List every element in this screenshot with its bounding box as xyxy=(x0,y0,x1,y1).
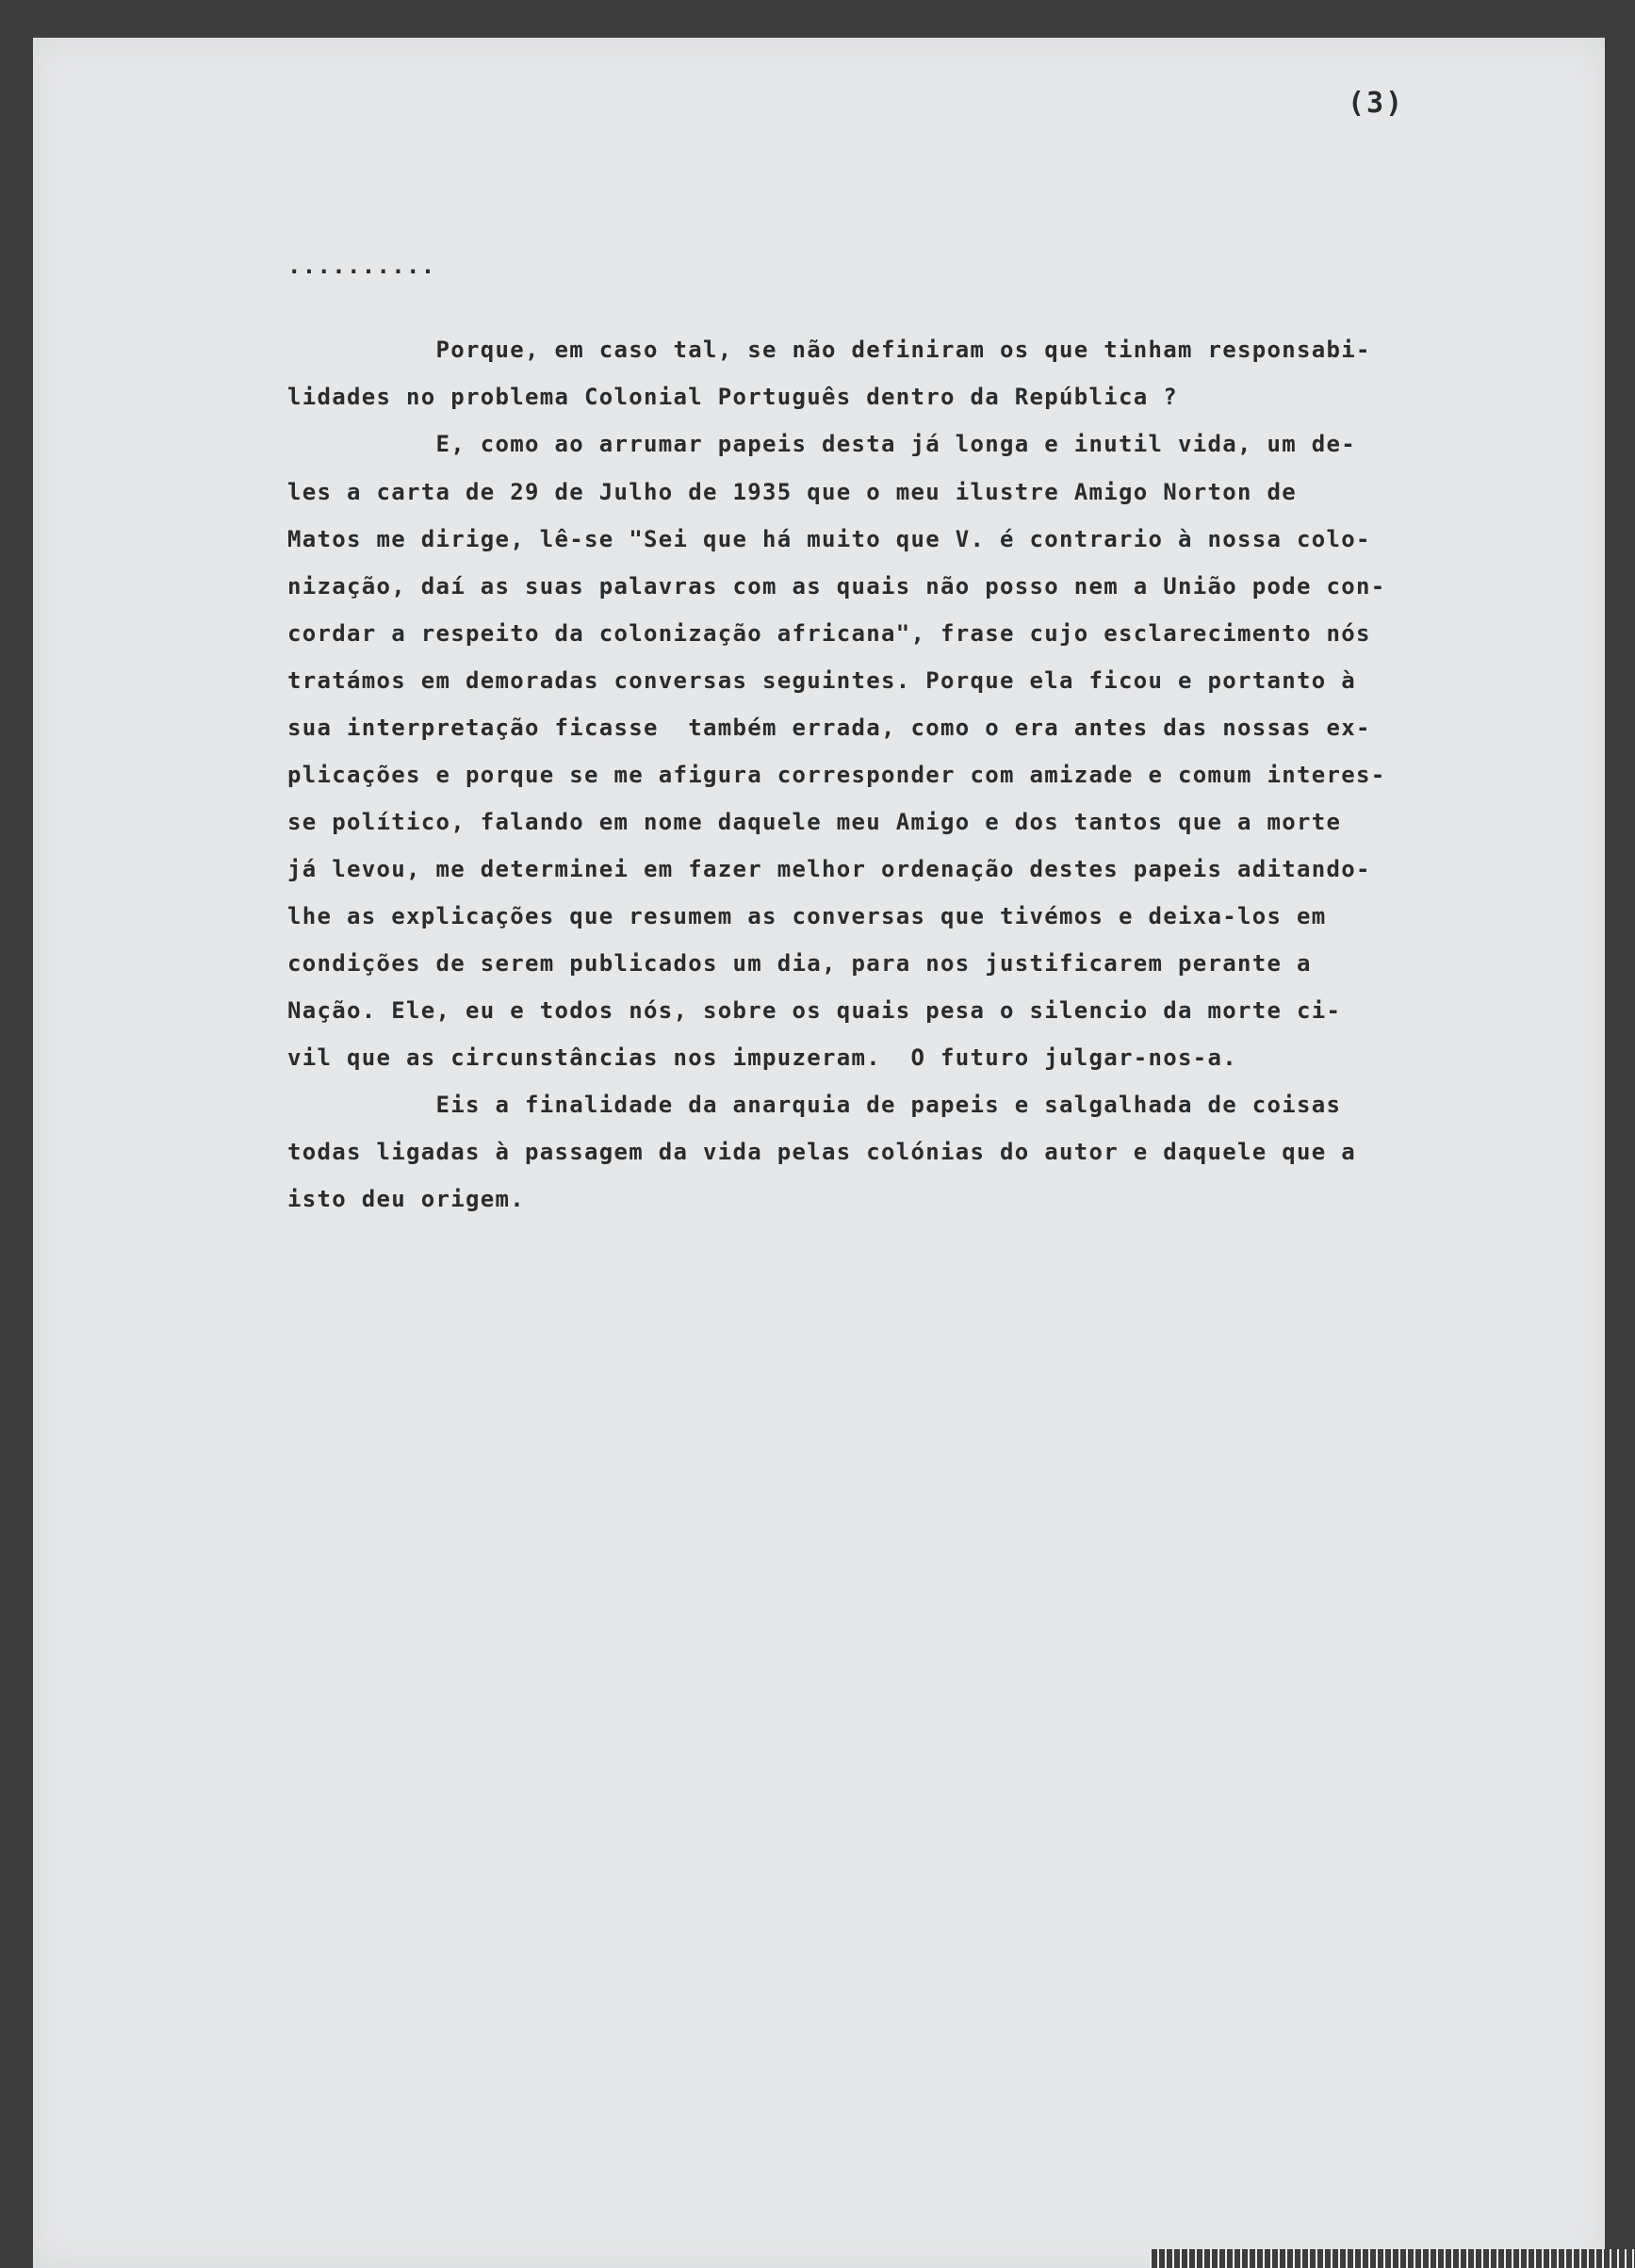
text-line: vil que as circunstâncias nos impuzeram. O futuro julgar-nos-a. xyxy=(287,1044,1237,1071)
ellipsis-marker: .......... xyxy=(287,253,436,279)
text-line: isto deu origem. xyxy=(287,1186,525,1212)
text-line: Nação. Ele, eu e todos nós, sobre os quais pesa o silencio da morte ci- xyxy=(287,997,1342,1024)
text-line: condições de serem publicados um dia, para nos justificarem perante a xyxy=(287,950,1312,977)
text-line: todas ligadas à passagem da vida pelas colónias do autor e daquele que a xyxy=(287,1139,1356,1165)
text-line: se político, falando em nome daquele meu Amigo e dos tantos que a morte xyxy=(287,809,1342,835)
document-page xyxy=(33,38,1605,2268)
text-line: Porque, em caso tal, se não definiram os que tinham responsabi- xyxy=(287,337,1371,363)
text-line: sua interpretação ficasse também errada, como o era antes das nossas ex- xyxy=(287,715,1371,741)
text-line: les a carta de 29 de Julho de 1935 que o meu ilustre Amigo Norton de xyxy=(287,479,1297,505)
page-number: (3) xyxy=(1348,87,1405,120)
text-line: lhe as explicações que resumem as conversas que tivémos e deixa-los em xyxy=(287,903,1327,929)
text-line: E, como ao arrumar papeis desta já longa e inutil vida, um de- xyxy=(287,431,1356,457)
text-line: plicações e porque se me afigura corresponder com amizade e comum interes- xyxy=(287,762,1386,788)
text-line: Eis a finalidade da anarquia de papeis e salgalhada de coisas xyxy=(287,1092,1342,1118)
scale-ruler xyxy=(1150,2249,1635,2268)
text-line: nização, daí as suas palavras com as quais não posso nem a União pode con- xyxy=(287,573,1386,600)
text-line: lidades no problema Colonial Português dentro da República ? xyxy=(287,384,1178,410)
text-line: tratámos em demoradas conversas seguintes. Porque ela ficou e portanto à xyxy=(287,667,1356,694)
text-line: cordar a respeito da colonização africana", frase cujo esclarecimento nós xyxy=(287,620,1371,647)
text-line: já levou, me determinei em fazer melhor ordenação destes papeis aditando- xyxy=(287,856,1371,882)
text-line: Matos me dirige, lê-se "Sei que há muito que V. é contrario à nossa colo- xyxy=(287,526,1371,552)
